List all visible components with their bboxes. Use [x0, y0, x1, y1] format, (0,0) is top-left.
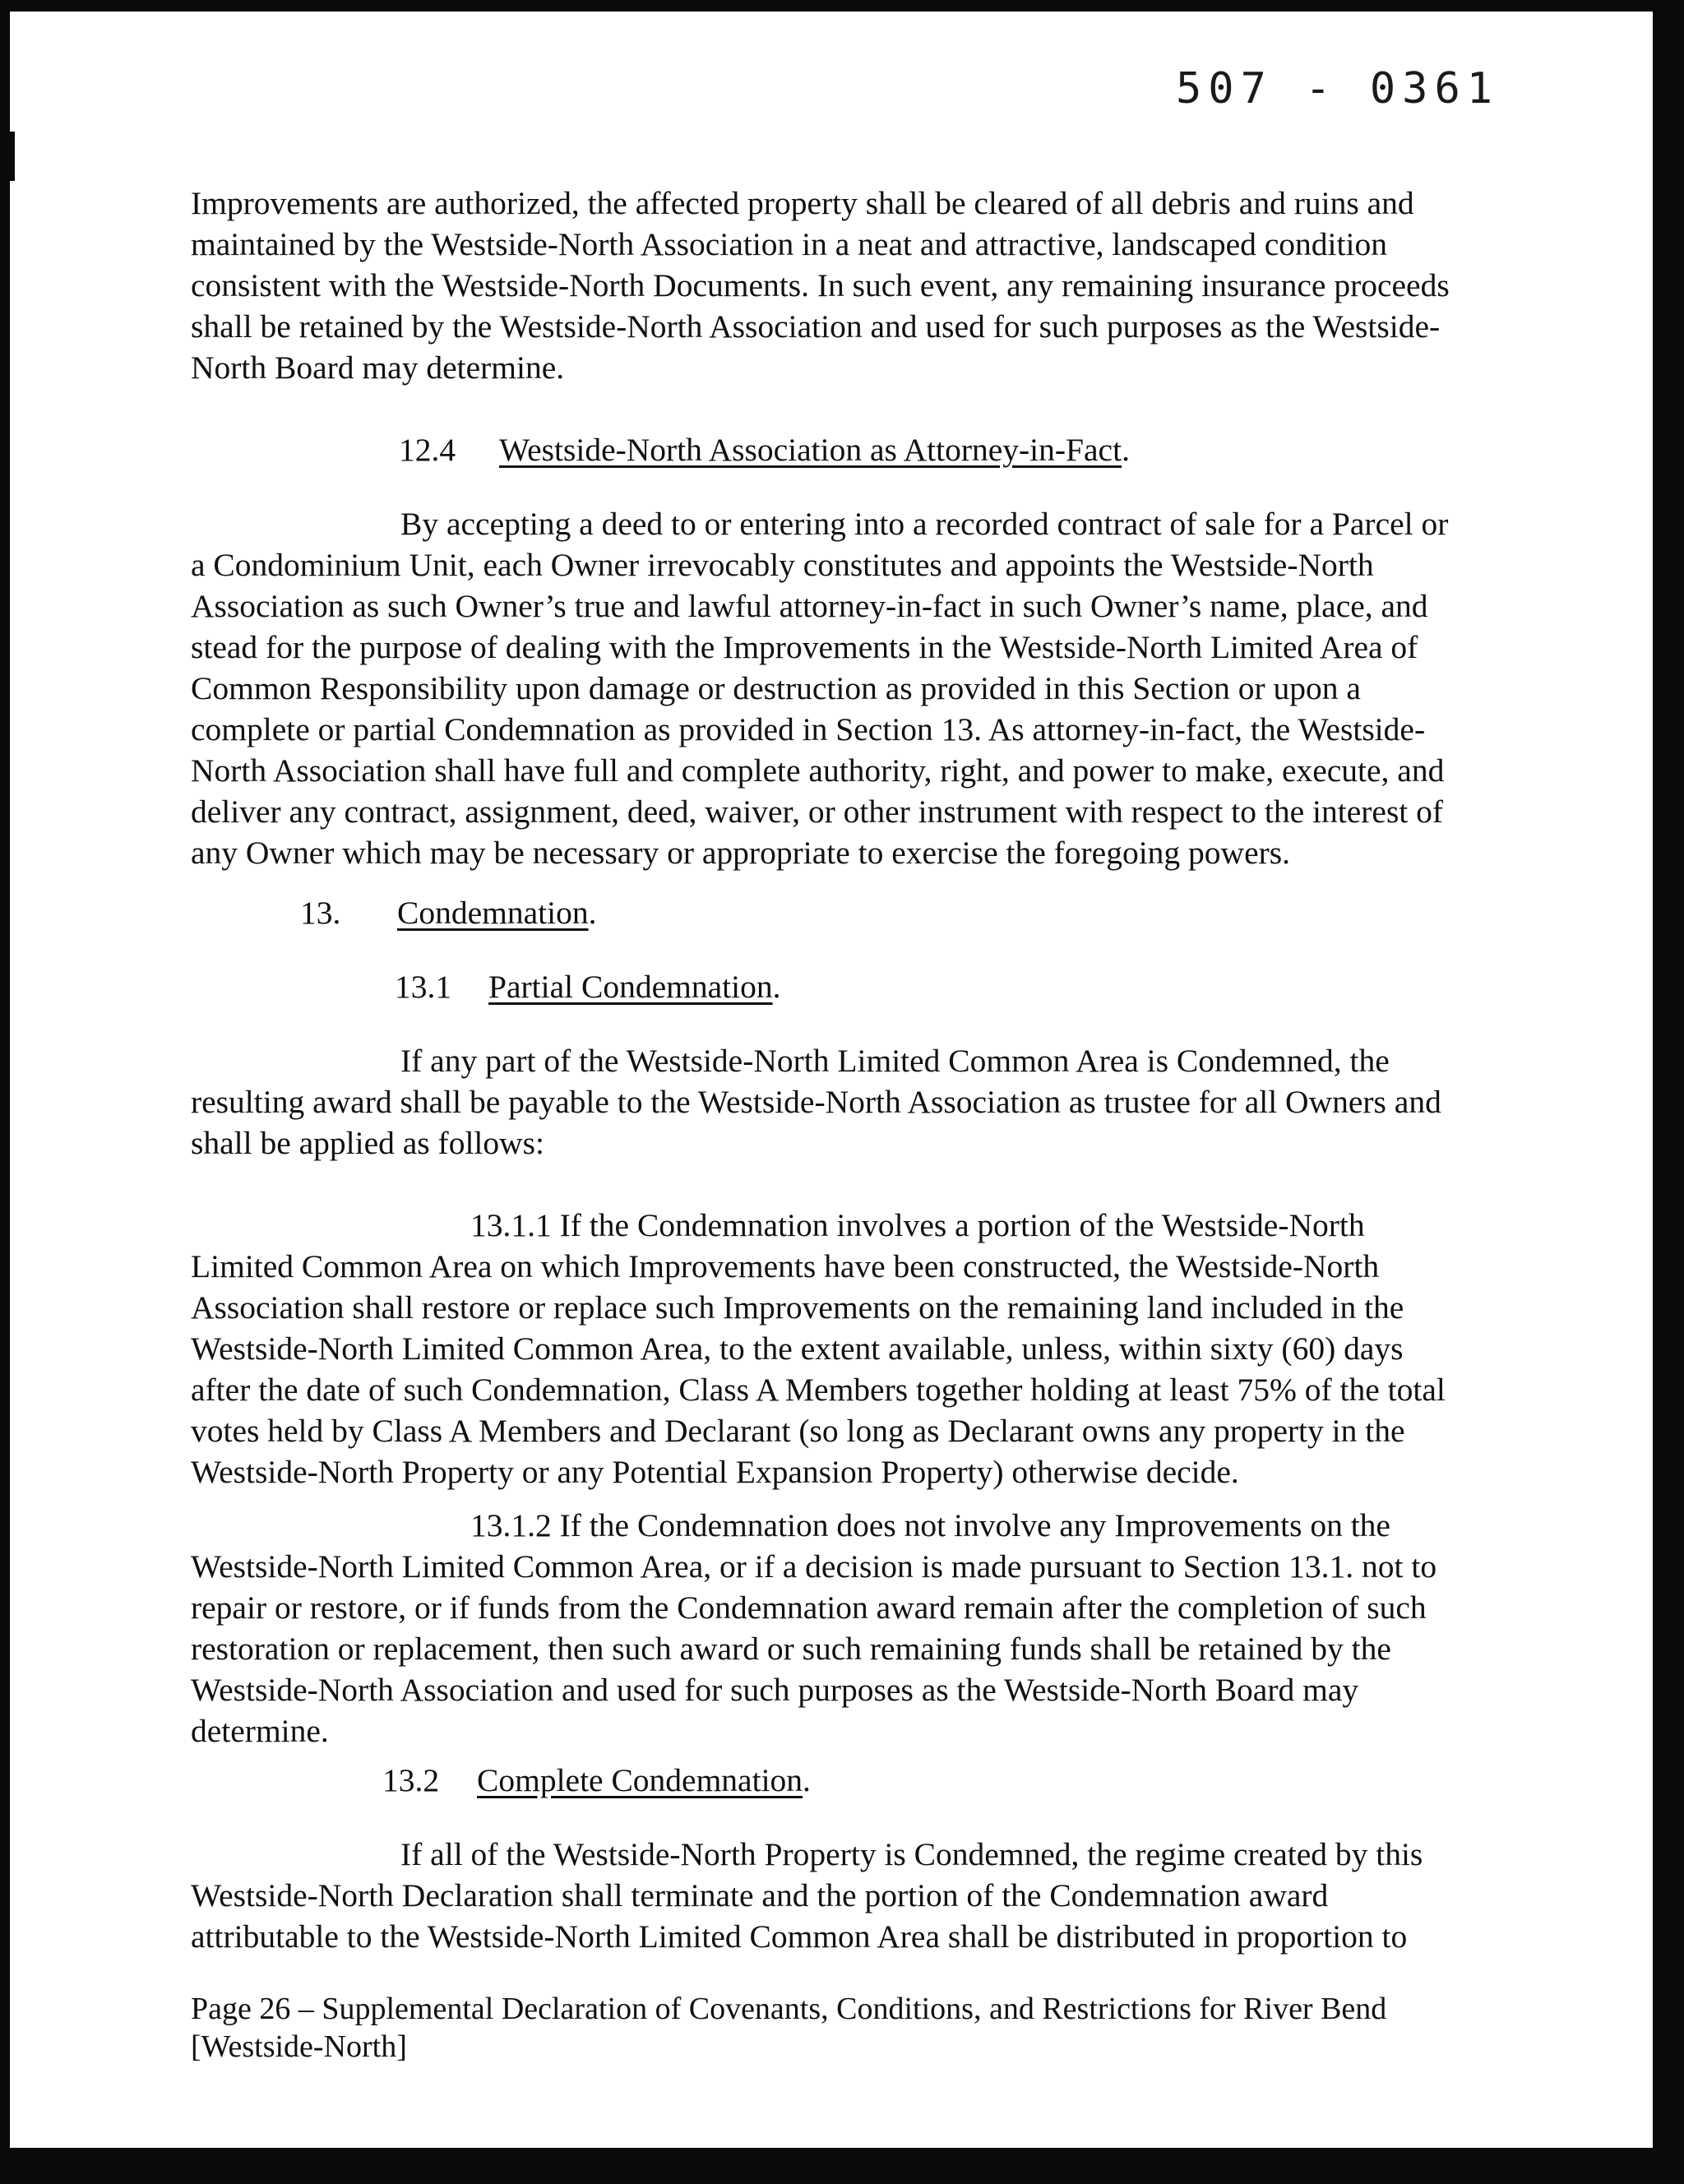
heading-13-1	[395, 966, 780, 1007]
heading-number: 12.4	[399, 432, 456, 468]
section-block-continuation	[191, 183, 1461, 388]
paragraph-insurance-proceeds: Improvements are authorized, the affected property shall be cleared of all debris and ruins and maintained by the Westside-North Association in a neat and attractive, landscaped condition consistent with the Westside-North Documents. In such event, any remaining insurance proceeds shall be retained by the Westside-North Association and used for such purposes as the Westside-North Board may determine.	[191, 185, 1450, 386]
heading-number: 13.1	[395, 969, 452, 1005]
scan-edge-notch	[0, 132, 15, 181]
section-block-13-1	[191, 1040, 1461, 1164]
scan-edge-bottom	[0, 2148, 1684, 2184]
document-stamp-number: 507 - 0361	[1176, 64, 1500, 113]
footer-line-2: [Westside-North]	[191, 2029, 407, 2064]
section-block-13-1-2	[191, 1505, 1461, 1751]
paragraph-complete-condemnation: If all of the Westside-North Property is Condemned, the regime created by this Westside-North Declaration shall terminate and the portion of the Condemnation award attributable to the Westside-North Limited Common Area shall be distributed in proportion to	[191, 1836, 1423, 1955]
section-block-13-2	[191, 1834, 1461, 1957]
heading-period: .	[588, 895, 597, 931]
page-footer	[191, 1990, 1474, 2066]
heading-number: 13.	[300, 895, 341, 931]
paragraph-13-1-2: 13.1.2 If the Condemnation does not involve any Improvements on the Westside-North Limited Common Area, or if a decision is made pursuant to Section 13.1. not to repair or restore, or if funds from the Condemnation award remain after the completion of such restoration or replacement, then such award or such remaining funds shall be retained by the Westside-North Association and used for such purposes as the Westside-North Board may determine.	[191, 1507, 1437, 1749]
heading-title: Partial Condemnation	[488, 969, 773, 1005]
section-block-13-1-1	[191, 1205, 1461, 1492]
scan-edge-right	[1653, 0, 1684, 2184]
heading-title: Complete Condemnation	[477, 1762, 803, 1798]
heading-number: 13.2	[382, 1762, 440, 1798]
heading-period: .	[803, 1762, 811, 1798]
paragraph-13-1-1: 13.1.1 If the Condemnation involves a portion of the Westside-North Limited Common Area on which Improvements have been constructed, the Westside-North Association shall restore or replace such Improvements on the remaining land included in the Westside-North Limited Common Area, to the extent available, unless, within sixty (60) days after the date of such Condemnation, Class A Members together holding at least 75% of the total votes held by Class A Members and Declarant (so long as Declarant owns any property in the Westside-North Property or any Potential Expansion Property) otherwise decide.	[191, 1207, 1446, 1490]
heading-title: Condemnation	[397, 895, 589, 931]
paragraph-partial-condemnation: If any part of the Westside-North Limited Common Area is Condemned, the resulting award shall be payable to the Westside-North Association as trustee for all Owners and shall be applied as follows:	[191, 1043, 1441, 1161]
footer-line-1: Page 26 – Supplemental Declaration of Covenants, Conditions, and Restrictions for River Bend	[191, 1992, 1387, 2026]
heading-period: .	[1122, 432, 1130, 468]
heading-title: Westside-North Association as Attorney-in-Fact	[499, 432, 1122, 468]
heading-13	[300, 892, 596, 933]
heading-13-2	[382, 1760, 811, 1801]
section-block-12-4	[191, 503, 1461, 873]
heading-period: .	[772, 969, 781, 1005]
heading-12-4	[399, 429, 1130, 470]
paragraph-attorney-in-fact: By accepting a deed to or entering into a recorded contract of sale for a Parcel or a Condominium Unit, each Owner irrevocably constitutes and appoints the Westside-North Association as such Owner’s true and lawful attorney-in-fact in such Owner’s name, place, and stead for the purpose of dealing with the Improvements in the Westside-North Limited Area of Common Responsibility upon damage or destruction as provided in this Section or upon a complete or partial Condemnation as provided in Section 13. As attorney-in-fact, the Westside-North Association shall have full and complete authority, right, and power to make, execute, and deliver any contract, assignment, deed, waiver, or other instrument with respect to the interest of any Owner which may be necessary or appropriate to exercise the foregoing powers.	[191, 506, 1449, 871]
scan-edge-top	[0, 0, 1684, 12]
scan-edge-left	[0, 0, 10, 2184]
